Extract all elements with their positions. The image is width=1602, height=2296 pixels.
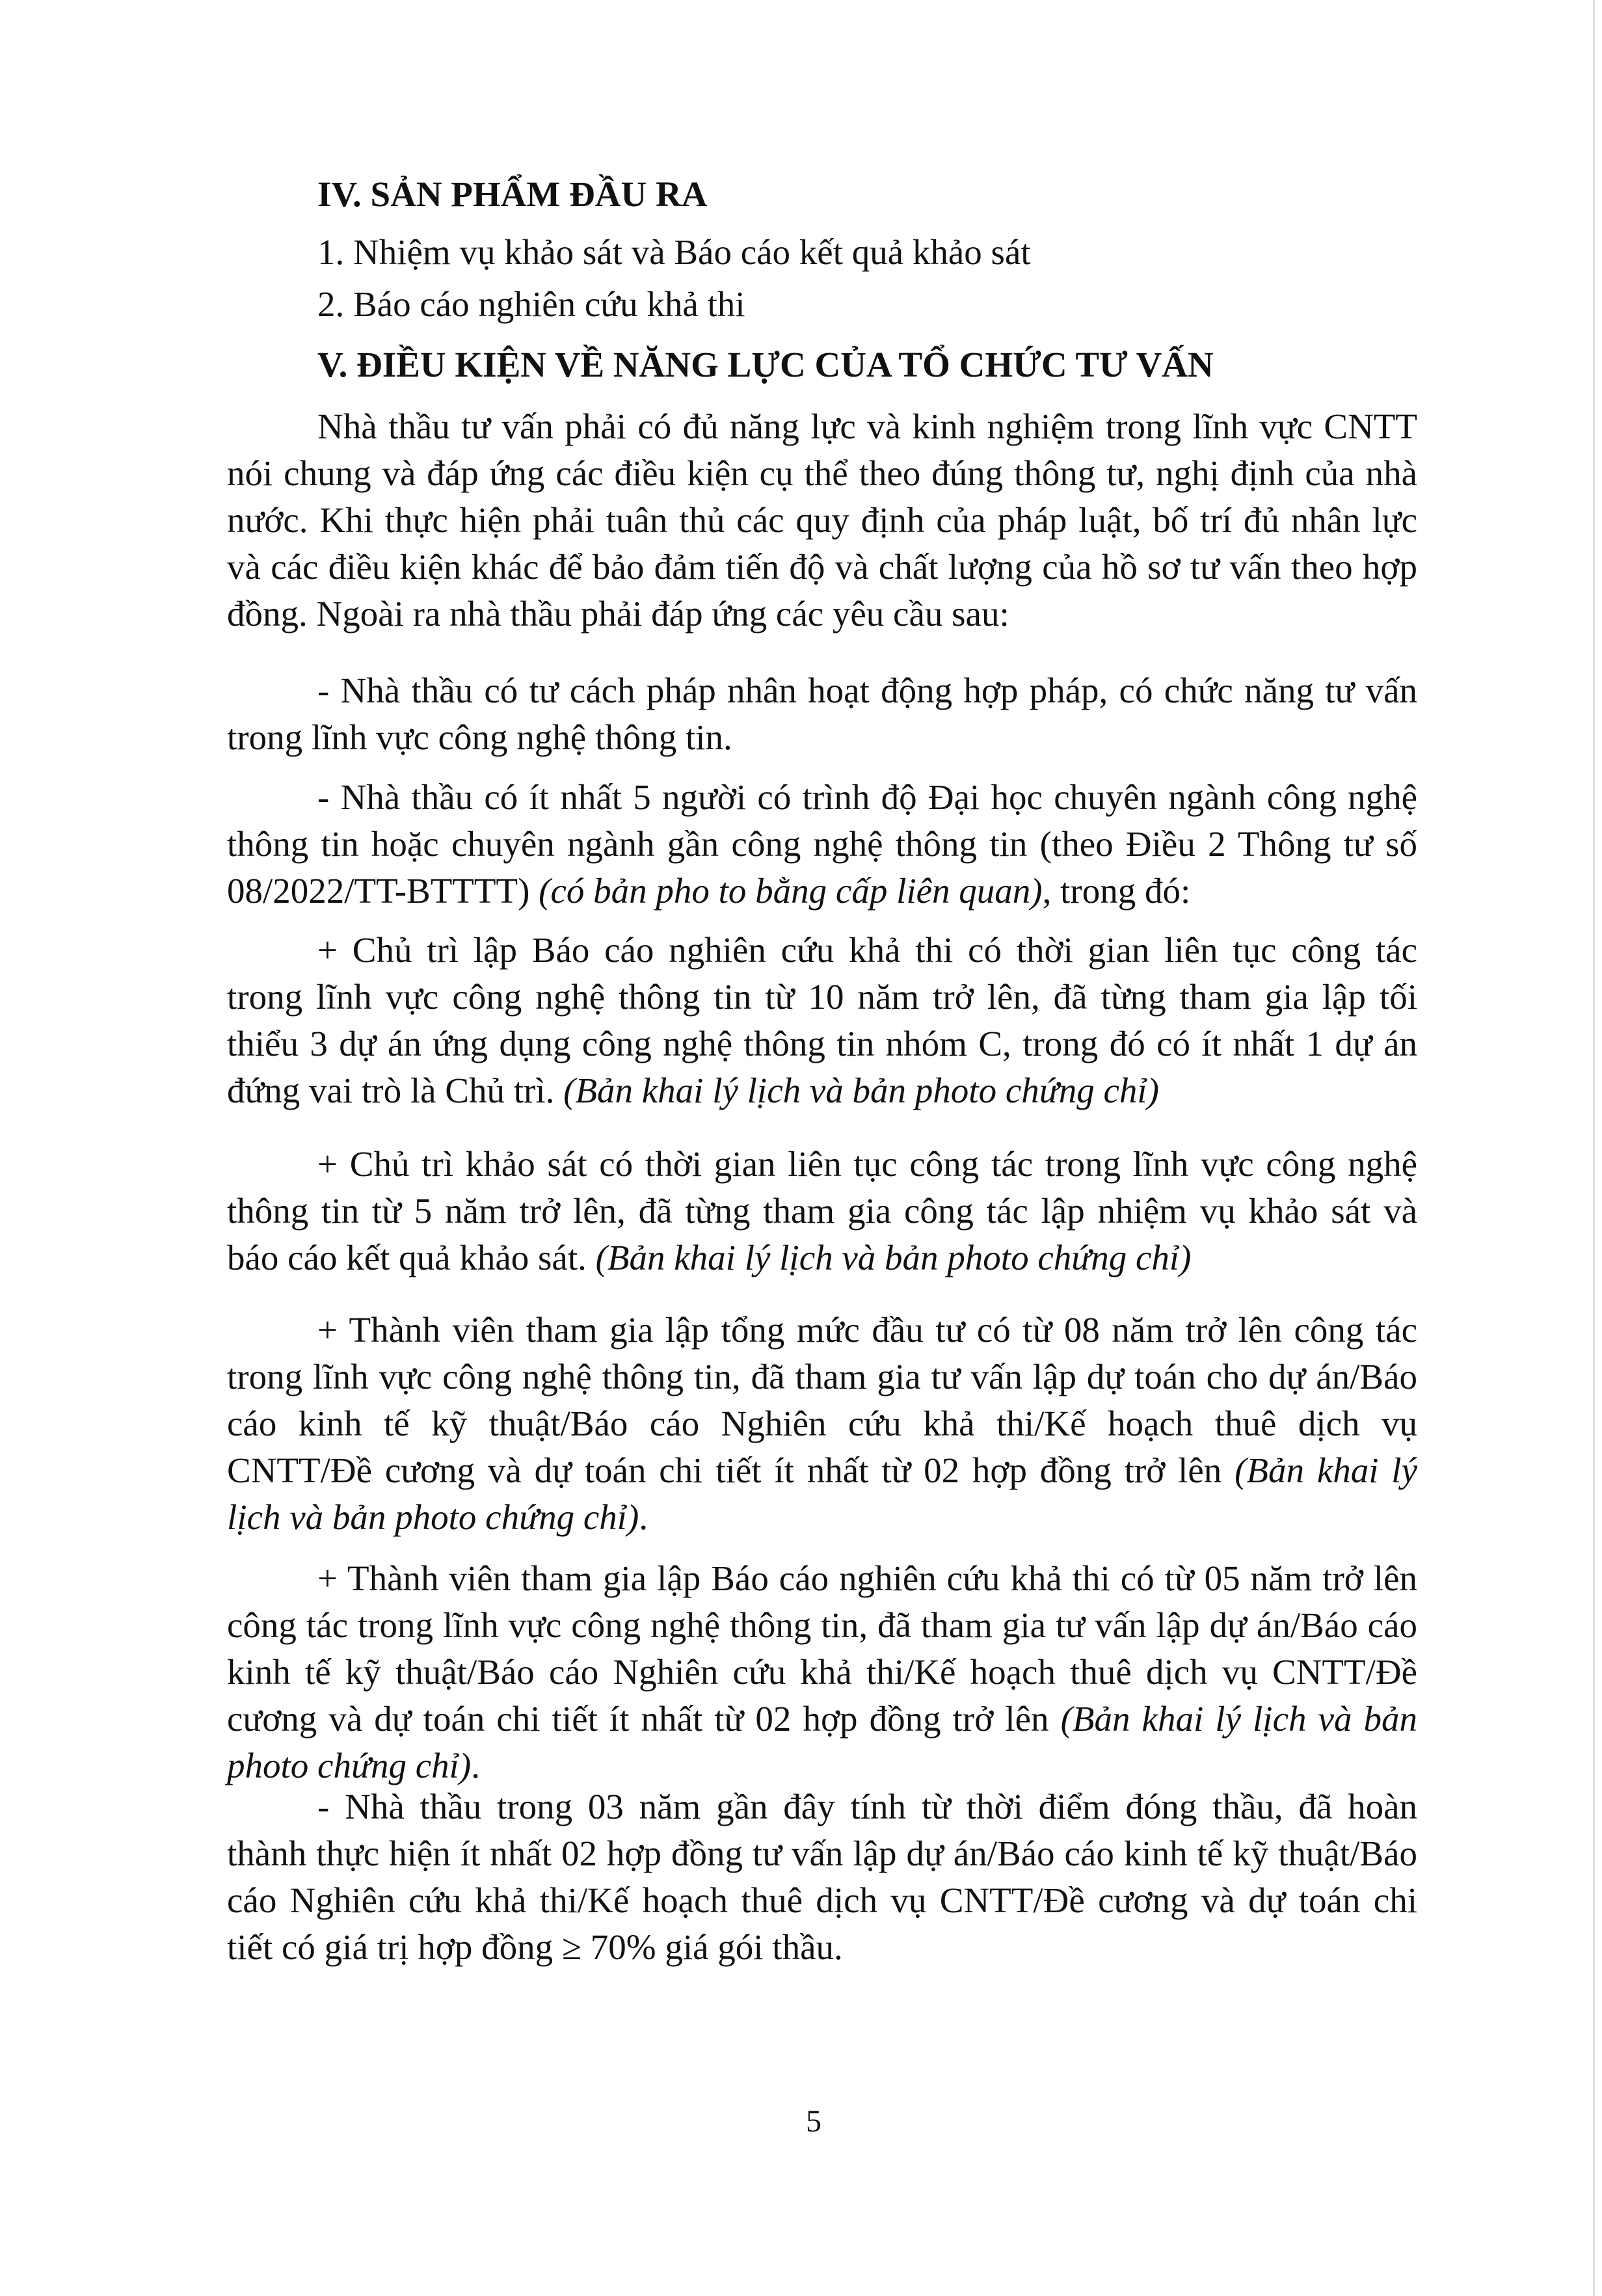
text-line [227,497,1417,544]
text-line [227,1602,1417,1649]
text-run: thông tin từ 5 năm trở lên, đã từng tham gia công tác lập nhiệm vụ khảo sát và [227,1191,1417,1231]
text-line [317,171,1417,218]
text-line [227,1742,1417,1789]
text-line [227,1021,1417,1067]
italic-note: (Bản khai lý [1235,1450,1417,1490]
text-line [227,714,1417,761]
text-line [317,774,1417,821]
text-line [227,1830,1417,1877]
text-run: 08/2022/TT-BTTTT) [227,871,539,911]
text-run: + Chủ trì khảo sát có thời gian liên tục công tác trong lĩnh vực công nghệ [317,1144,1417,1184]
italic-note: (Bản khai lý lịch và bản [1060,1699,1417,1739]
text-run: V. ĐIỀU KIỆN VỀ NĂNG LỰC CỦA TỔ CHỨC TƯ VẤN [317,345,1214,384]
text-run: cáo Nghiên cứu khả thi/Kế hoạch thuê dịch vụ CNTT/Đề cương và dự toán chi [227,1880,1417,1920]
text-line [317,927,1417,974]
text-run: . [471,1746,480,1785]
text-run: thông tin hoặc chuyên ngành gần công nghệ thông tin (theo Điều 2 Thông tư số [227,824,1417,864]
text-run: , trong đó: [1042,871,1191,911]
text-line [317,1783,1417,1830]
text-line [227,1494,1417,1541]
text-run: - Nhà thầu có tư cách pháp nhân hoạt động hợp pháp, có chức năng tư vấn [317,671,1417,710]
text-run: Nhà thầu tư vấn phải có đủ năng lực và kinh nghiệm trong lĩnh vực CNTT [317,407,1417,446]
text-run: trong lĩnh vực công nghệ thông tin, đã tham gia tư vấn lập dự toán cho dự án/Báo [227,1357,1417,1396]
italic-note: (Bản khai lý lịch và bản photo chứng chỉ) [563,1071,1159,1110]
text-line [227,1400,1417,1447]
text-run: trong lĩnh vực công nghệ thông tin từ 10 năm trở lên, đã từng tham gia lập tối [227,977,1417,1017]
text-run: đồng. Ngoài ra nhà thầu phải đáp ứng các yêu cầu sau: [227,594,1009,634]
text-run: CNTT/Đề cương và dự toán chi tiết ít nhất từ 02 hợp đồng trở lên [227,1450,1235,1490]
text-line [227,450,1417,497]
text-line [227,544,1417,591]
italic-note: lịch và bản photo chứng chỉ) [227,1497,639,1537]
text-line [317,667,1417,714]
text-run: + Chủ trì lập Báo cáo nghiên cứu khả thi có thời gian liên tục công tác [317,930,1417,970]
text-line [227,1188,1417,1235]
text-run: nước. Khi thực hiện phải tuân thủ các quy định của pháp luật, bố trí đủ nhân lực [227,500,1417,540]
text-run: cương và dự toán chi tiết ít nhất từ 02 hợp đồng trở lên [227,1699,1061,1739]
text-run: thành thực hiện ít nhất 02 hợp đồng tư vấn lập dự án/Báo cáo kinh tế kỹ thuật/Báo [227,1834,1417,1873]
text-line [227,1067,1417,1114]
italic-note: photo chứng chỉ) [227,1746,472,1785]
text-line [317,1141,1417,1188]
text-run: công tác trong lĩnh vực công nghệ thông tin, đã tham gia tư vấn lập dự án/Báo cáo [227,1605,1417,1645]
text-line [227,821,1417,868]
text-run: đứng vai trò là Chủ trì. [227,1071,564,1110]
text-run: kinh tế kỹ thuật/Báo cáo Nghiên cứu khả thi/Kế hoạch thuê dịch vụ CNTT/Đề [227,1652,1417,1692]
text-line [227,1924,1417,1971]
text-line [317,1307,1417,1354]
text-line [317,341,1417,388]
text-run: và các điều kiện khác để bảo đảm tiến độ và chất lượng của hồ sơ tư vấn theo hợp [227,547,1417,587]
text-run: - Nhà thầu trong 03 năm gần đây tính từ thời điểm đóng thầu, đã hoàn [317,1787,1417,1826]
italic-note: (có bản pho to bằng cấp liên quan) [539,871,1043,911]
text-run: IV. SẢN PHẨM ĐẦU RA [317,174,708,214]
text-line [317,281,1417,328]
text-run: trong lĩnh vực công nghệ thông tin. [227,717,732,757]
text-line [317,403,1417,450]
text-run: 2. Báo cáo nghiên cứu khả thi [317,284,745,324]
text-line [317,229,1417,276]
text-run: + Thành viên tham gia lập Báo cáo nghiên cứu khả thi có từ 05 năm trở lên [317,1558,1417,1598]
page-number: 5 [806,2104,821,2139]
text-line [227,868,1417,914]
text-line [227,1447,1417,1494]
text-line [227,1354,1417,1400]
text-line [227,974,1417,1021]
text-line [227,1877,1417,1924]
text-line [317,1555,1417,1602]
italic-note: (Bản khai lý lịch và bản photo chứng chỉ) [595,1238,1192,1277]
text-run: + Thành viên tham gia lập tổng mức đầu tư có từ 08 năm trở lên công tác [317,1310,1417,1350]
text-run: cáo kinh tế kỹ thuật/Báo cáo Nghiên cứu khả thi/Kế hoạch thuê dịch vụ [227,1404,1417,1443]
text-run: tiết có giá trị hợp đồng ≥ 70% giá gói thầu. [227,1927,843,1967]
text-run: 1. Nhiệm vụ khảo sát và Báo cáo kết quả khảo sát [317,232,1031,272]
text-line [227,1649,1417,1696]
text-line [227,591,1417,637]
text-run: - Nhà thầu có ít nhất 5 người có trình độ Đại học chuyên ngành công nghệ [317,777,1417,817]
text-run: nói chung và đáp ứng các điều kiện cụ thể theo đúng thông tư, nghị định của nhà [227,453,1417,493]
text-run: báo cáo kết quả khảo sát. [227,1238,596,1277]
text-run: . [639,1497,648,1537]
text-line [227,1696,1417,1742]
text-run: thiểu 3 dự án ứng dụng công nghệ thông tin nhóm C, trong đó có ít nhất 1 dự án [227,1024,1417,1063]
text-line [227,1235,1417,1281]
